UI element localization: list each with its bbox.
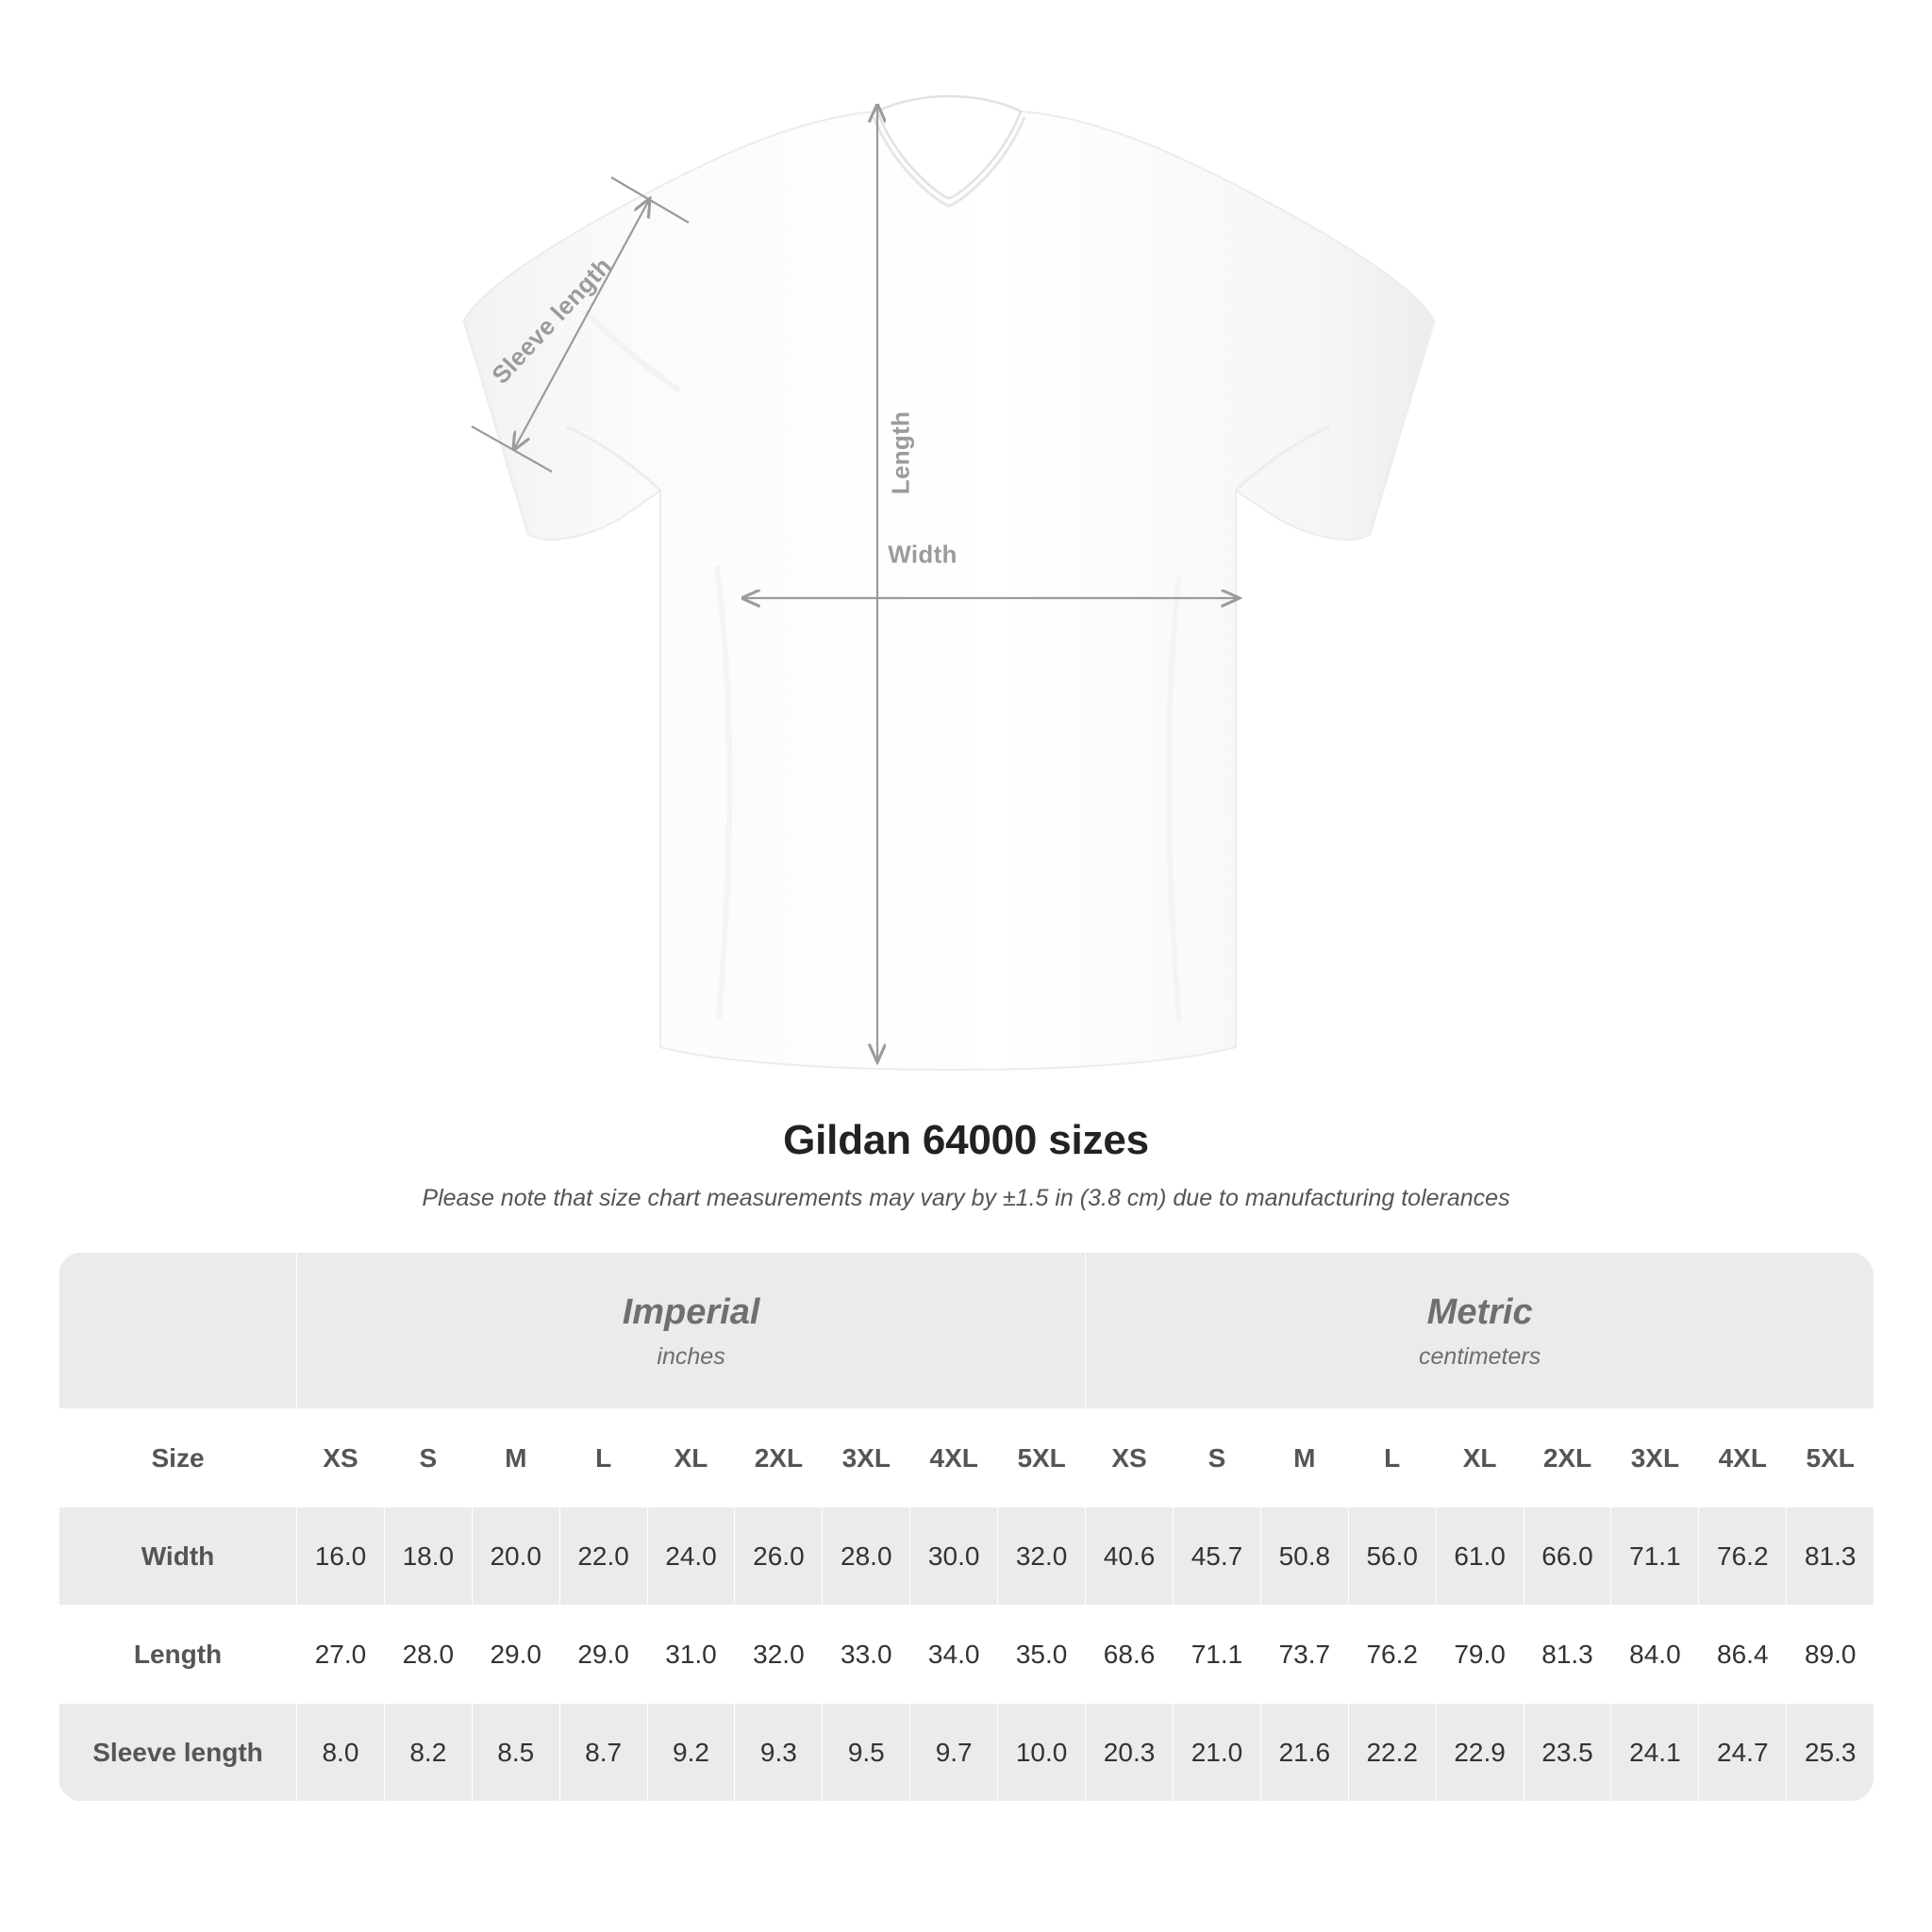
table-cell: 81.3 [1787,1507,1874,1606]
unit-group-imperial [297,1253,1086,1409]
unit-group-metric-sub: centimeters [1419,1342,1541,1370]
table-cell: 23.5 [1524,1704,1611,1802]
size-header-cell: M [1260,1409,1348,1507]
table-cell: 9.2 [647,1704,735,1802]
size-header-label: Size [59,1409,297,1507]
table-cell: 25.3 [1787,1704,1874,1802]
table-cell: 86.4 [1699,1606,1787,1704]
length-label: Length [886,410,915,495]
page-title: Gildan 64000 sizes [783,1117,1149,1163]
title-block [0,1117,1932,1212]
table-cell: 18.0 [384,1507,472,1606]
size-header-cell: S [384,1409,472,1507]
unit-group-imperial-sub: inches [657,1342,725,1370]
size-header-cell: 3XL [1611,1409,1699,1507]
table-cell: 22.0 [559,1507,647,1606]
table-cell: 20.3 [1086,1704,1174,1802]
size-header-cell: XL [1436,1409,1524,1507]
size-header-cell: XS [297,1409,385,1507]
table-cell: 29.0 [472,1606,559,1704]
table-cell: 32.0 [735,1606,823,1704]
table-cell: 27.0 [297,1606,385,1704]
size-header-cell: L [1348,1409,1436,1507]
size-header-cell: S [1174,1409,1261,1507]
size-header-cell: 4XL [910,1409,998,1507]
table-cell: 68.6 [1086,1606,1174,1704]
table-cell: 45.7 [1174,1507,1261,1606]
table-row [59,1704,1874,1802]
size-header-row [59,1409,1874,1507]
row-label-sleeve-length: Sleeve length [59,1704,297,1802]
size-header-cell: 2XL [1524,1409,1611,1507]
table-cell: 26.0 [735,1507,823,1606]
tshirt-shape [464,96,1434,1070]
width-label: Width [888,540,958,569]
size-header-cell: XL [647,1409,735,1507]
table-cell: 24.1 [1611,1704,1699,1802]
table-row [59,1606,1874,1704]
table-cell: 35.0 [998,1606,1086,1704]
table-cell: 8.2 [384,1704,472,1802]
size-header-cell: 4XL [1699,1409,1787,1507]
size-table-wrapper [58,1252,1874,1802]
size-header-cell: M [472,1409,559,1507]
table-cell: 89.0 [1787,1606,1874,1704]
unit-group-metric [1086,1253,1874,1409]
table-cell: 20.0 [472,1507,559,1606]
table-cell: 32.0 [998,1507,1086,1606]
table-cell: 81.3 [1524,1606,1611,1704]
table-cell: 40.6 [1086,1507,1174,1606]
size-header-cell: L [559,1409,647,1507]
unit-group-imperial-name: Imperial [622,1292,760,1333]
table-cell: 84.0 [1611,1606,1699,1704]
table-cell: 16.0 [297,1507,385,1606]
table-cell: 21.6 [1260,1704,1348,1802]
table-cell: 61.0 [1436,1507,1524,1606]
table-cell: 9.7 [910,1704,998,1802]
table-cell: 79.0 [1436,1606,1524,1704]
size-header-cell: 5XL [998,1409,1086,1507]
table-cell: 24.7 [1699,1704,1787,1802]
table-cell: 8.7 [559,1704,647,1802]
sleeve-length-label: Sleeve length [486,251,618,390]
table-cell: 24.0 [647,1507,735,1606]
table-cell: 50.8 [1260,1507,1348,1606]
table-cell: 8.5 [472,1704,559,1802]
table-cell: 56.0 [1348,1507,1436,1606]
table-cell: 71.1 [1174,1606,1261,1704]
size-table [58,1252,1874,1802]
unit-header-spacer [59,1253,297,1409]
size-header-cell: 2XL [735,1409,823,1507]
size-header-cell: 5XL [1787,1409,1874,1507]
table-cell: 21.0 [1174,1704,1261,1802]
table-cell: 9.3 [735,1704,823,1802]
table-cell: 10.0 [998,1704,1086,1802]
table-cell: 28.0 [384,1606,472,1704]
tolerance-note: Please note that size chart measurements may vary by ±1.5 in (3.8 cm) due to manufacturing tolerances [422,1185,1510,1211]
table-cell: 76.2 [1699,1507,1787,1606]
table-cell: 66.0 [1524,1507,1611,1606]
table-cell: 71.1 [1611,1507,1699,1606]
table-cell: 73.7 [1260,1606,1348,1704]
table-cell: 33.0 [823,1606,910,1704]
table-cell: 76.2 [1348,1606,1436,1704]
table-row [59,1507,1874,1606]
table-cell: 8.0 [297,1704,385,1802]
unit-group-metric-name: Metric [1426,1292,1533,1333]
table-cell: 34.0 [910,1606,998,1704]
table-cell: 22.9 [1436,1704,1524,1802]
table-cell: 30.0 [910,1507,998,1606]
row-label-width: Width [59,1507,297,1606]
row-label-length: Length [59,1606,297,1704]
table-cell: 29.0 [559,1606,647,1704]
unit-header-row [59,1253,1874,1409]
size-header-cell: XS [1086,1409,1174,1507]
size-header-cell: 3XL [823,1409,910,1507]
table-cell: 28.0 [823,1507,910,1606]
table-cell: 22.2 [1348,1704,1436,1802]
table-cell: 31.0 [647,1606,735,1704]
table-cell: 9.5 [823,1704,910,1802]
